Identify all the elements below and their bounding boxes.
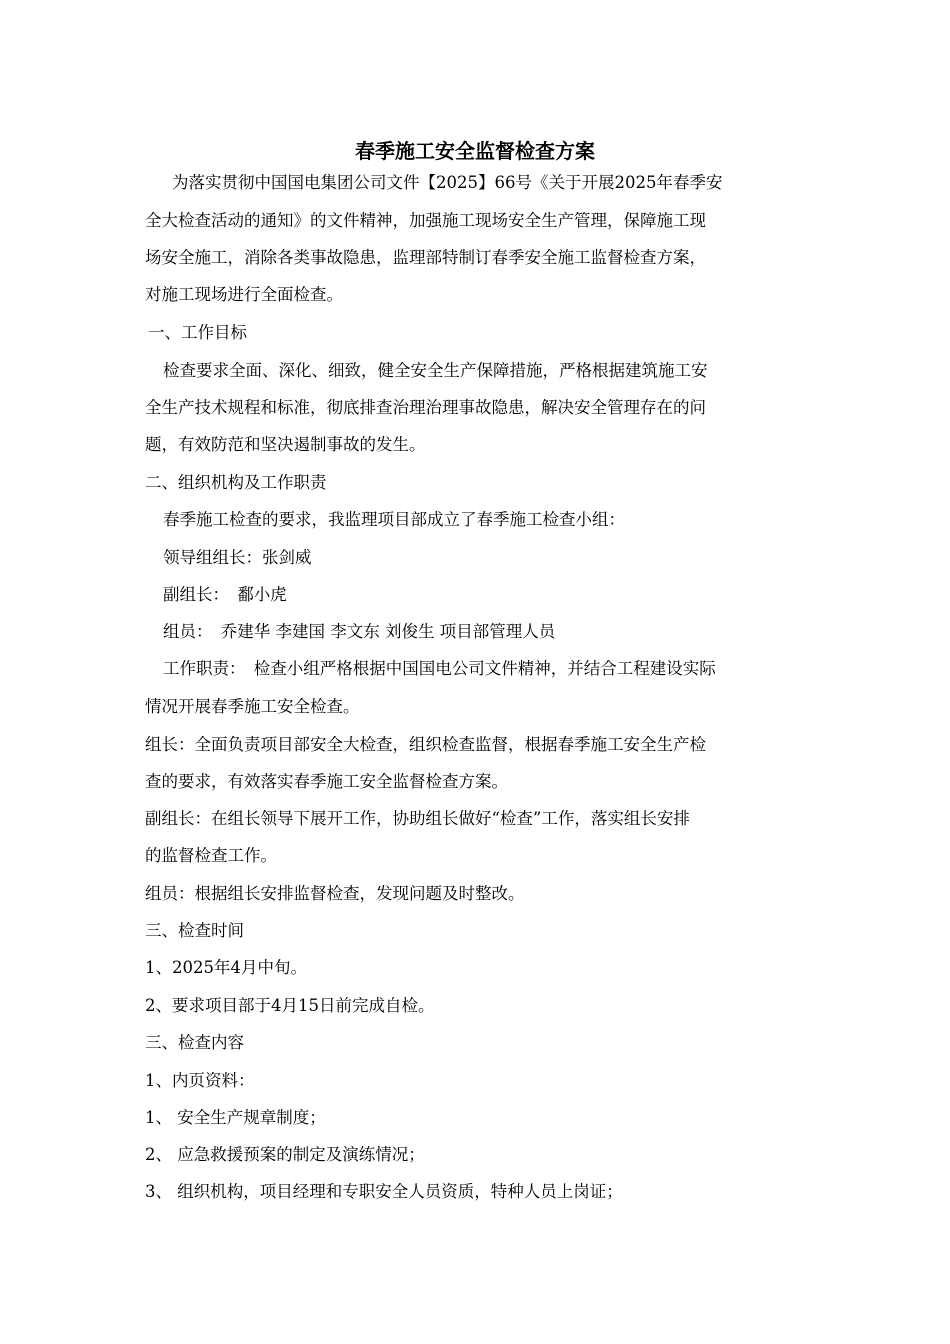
document-title: 春季施工安全监督检查方案 (355, 139, 595, 163)
section-heading: 三、检查时间 (145, 921, 244, 940)
paragraph-line: 副组长：在组长领导下展开工作，协助组长做好“检查”工作，落实组长安排 (145, 809, 690, 828)
paragraph-line: 组员： 乔建华 李建国 李文东 刘俊生 项目部管理人员 (163, 622, 556, 641)
paragraph-line: 领导组组长：张剑威 (163, 548, 312, 567)
section-heading: 一、工作目标 (148, 323, 247, 342)
section-heading: 三、检查内容 (145, 1033, 244, 1052)
paragraph-line: 检查要求全面、深化、细致，健全安全生产保障措施，严格根据建筑施工安 (163, 361, 708, 380)
paragraph-line: 查的要求，有效落实春季施工安全监督检查方案。 (145, 772, 508, 791)
paragraph-line: 副组长： 鄱小虎 (163, 585, 287, 604)
paragraph-line: 春季施工检查的要求，我监理项目部成立了春季施工检查小组： (163, 510, 625, 529)
paragraph-line: 情况开展春季施工安全检查。 (145, 697, 360, 716)
list-item: 2、要求项目部于4月15日前完成自检。 (145, 996, 435, 1015)
paragraph-line: 工作职责： 检查小组严格根据中国国电公司文件精神，并结合工程建设实际 (163, 659, 716, 678)
paragraph-line: 组员：根据组长安排监督检查，发现问题及时整改。 (145, 884, 525, 903)
paragraph-line: 的监督检查工作。 (145, 846, 277, 865)
list-item: 2、 应急救援预案的制定及演练情况； (145, 1145, 425, 1164)
paragraph-line: 全大检查活动的通知》的文件精神，加强施工现场安全生产管理，保障施工现 (145, 211, 706, 230)
paragraph-line: 全生产技术规程和标准，彻底排查治理治理事故隐患，解决安全管理存在的问 (145, 398, 706, 417)
paragraph-line: 题，有效防范和坚决遏制事故的发生。 (145, 435, 426, 454)
paragraph-line: 为落实贯彻中国国电集团公司文件【2025】66号《关于开展2025年春季安 (172, 173, 723, 192)
paragraph-line: 对施工现场进行全面检查。 (145, 285, 343, 304)
list-item: 1、 安全生产规章制度； (145, 1108, 326, 1127)
paragraph-line: 组长：全面负责项目部安全大检查，组织检查监督，根据春季施工安全生产检 (145, 735, 706, 754)
section-heading: 二、组织机构及工作职责 (145, 473, 327, 492)
list-item: 1、2025年4月中旬。 (145, 958, 307, 977)
list-item: 3、 组织机构，项目经理和专职安全人员资质，特种人员上岗证； (145, 1182, 623, 1201)
paragraph-line: 场安全施工，消除各类事故隐患，监理部特制订春季安全施工监督检查方案， (145, 248, 706, 267)
list-item: 1、内页资料： (145, 1071, 255, 1090)
